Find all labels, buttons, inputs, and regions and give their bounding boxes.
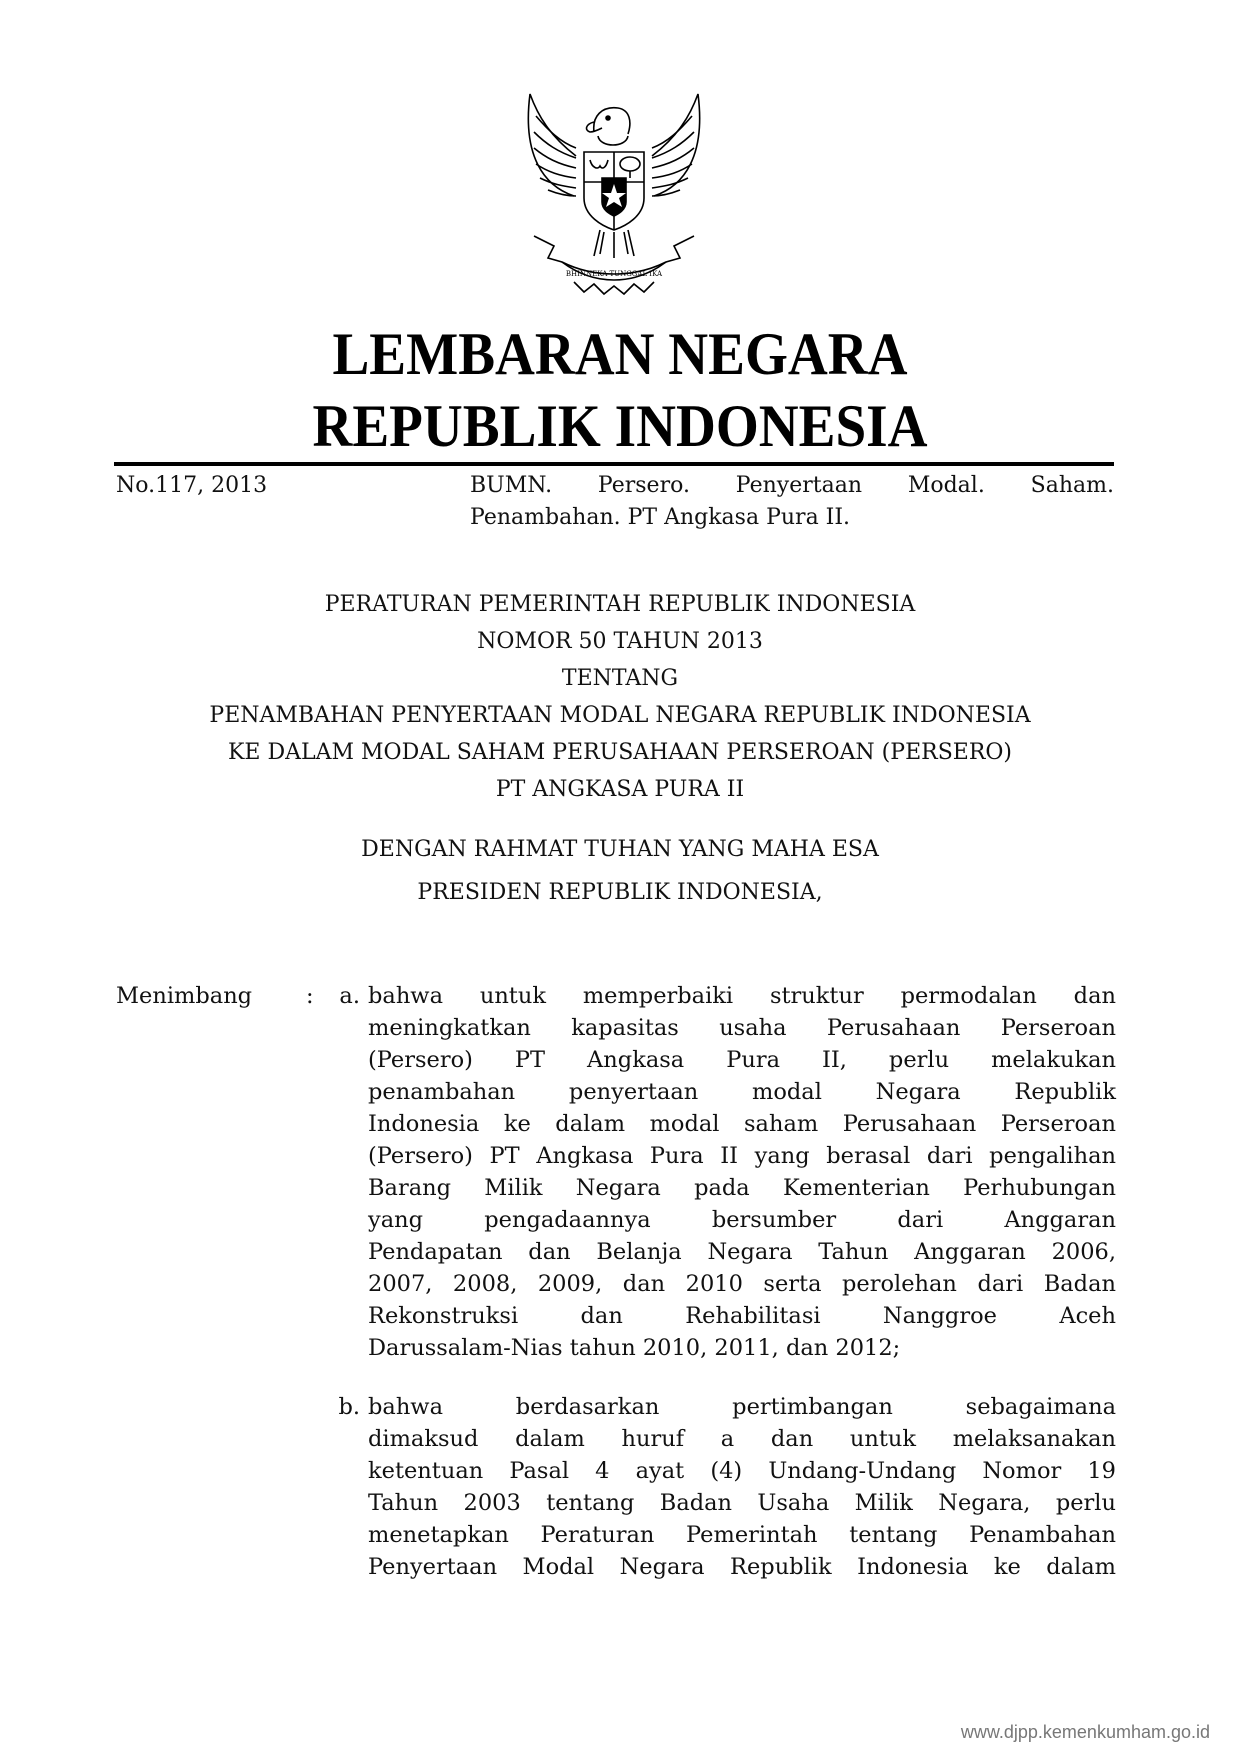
gazette-subject: [470, 470, 1114, 534]
text-line: (Persero) PT Angkasa Pura II, perlu melakukan: [368, 1047, 1116, 1073]
text-line: yang pengadaannya bersumber dari Anggaran: [368, 1207, 1116, 1233]
regulation-subject-line1: PENAMBAHAN PENYERTAAN MODAL NEGARA REPUBLIK INDONESIA: [209, 703, 1031, 728]
text-line: bahwa berdasarkan pertimbangan sebagaimana: [368, 1394, 1116, 1420]
text-line: bahwa untuk memperbaiki struktur permodalan dan: [368, 983, 1116, 1009]
text-line: ketentuan Pasal 4 ayat (4) Undang-Undang Nomor 19: [368, 1458, 1116, 1484]
item-text: [368, 980, 1116, 1364]
consideration-item-a: [116, 980, 1116, 1364]
masthead-title-line1: LEMBARAN NEGARA: [332, 321, 908, 387]
regulation-number: NOMOR 50 TAHUN 2013: [477, 629, 763, 654]
text-line: Penyertaan Modal Negara Republik Indonesia ke dalam: [368, 1554, 1116, 1580]
gazette-number: No.117, 2013: [116, 473, 268, 498]
text-line: (Persero) PT Angkasa Pura II yang berasal dari pengalihan: [368, 1143, 1116, 1169]
text-line: Barang Milik Negara pada Kementerian Perhubungan: [368, 1175, 1116, 1201]
text-line: menetapkan Peraturan Pemerintah tentang Penambahan: [368, 1522, 1116, 1548]
item-letter: b.: [338, 1394, 360, 1420]
item-text: [368, 1391, 1116, 1583]
opening-president: PRESIDEN REPUBLIK INDONESIA,: [417, 880, 823, 905]
text-line: penambahan penyertaan modal Negara Republik: [368, 1079, 1116, 1105]
gazette-subject-line1: BUMN. Persero. Penyertaan Modal. Saham.: [470, 473, 1114, 498]
text-line: dimaksud dalam huruf a dan untuk melaksanakan: [368, 1426, 1116, 1452]
emblem-motto: BHINNEKA TUNGGAL IKA: [565, 270, 663, 278]
text-line: Pendapatan dan Belanja Negara Tahun Anggaran 2006,: [368, 1239, 1116, 1265]
considerations-label: Menimbang: [116, 983, 253, 1009]
consideration-item-b: [116, 1391, 1116, 1583]
text-line: Rekonstruksi dan Rehabilitasi Nanggroe Aceh: [368, 1303, 1116, 1329]
masthead-divider: [114, 462, 1114, 466]
regulation-title-block: [100, 586, 1140, 808]
regulation-subject-line2: KE DALAM MODAL SAHAM PERUSAHAAN PERSEROAN (PERSERO): [227, 740, 1013, 765]
regulation-tentang: TENTANG: [561, 666, 679, 691]
text-line: Tahun 2003 tentang Badan Usaha Milik Negara, perlu: [368, 1490, 1116, 1516]
considerations-section: [116, 980, 1116, 1583]
regulation-subject-line3: PT ANGKASA PURA II: [495, 777, 745, 802]
regulation-type: PERATURAN PEMERINTAH REPUBLIK INDONESIA: [324, 592, 916, 617]
garuda-emblem-icon: [514, 86, 714, 298]
text-line: 2007, 2008, 2009, dan 2010 serta perolehan dari Badan: [368, 1271, 1116, 1297]
footer-website-url: www.djpp.kemenkumham.go.id: [960, 1722, 1210, 1742]
opening-invocation: DENGAN RAHMAT TUHAN YANG MAHA ESA: [361, 837, 879, 862]
text-line: meningkatkan kapasitas usaha Perusahaan Perseroan: [368, 1015, 1116, 1041]
item-letter: a.: [339, 983, 360, 1009]
considerations-colon: :: [306, 983, 314, 1009]
text-line: Darussalam-Nias tahun 2010, 2011, dan 2012;: [368, 1335, 901, 1361]
text-line: Indonesia ke dalam modal saham Perusahaan Perseroan: [368, 1111, 1116, 1137]
gazette-subject-line2: Penambahan. PT Angkasa Pura II.: [470, 505, 851, 530]
opening-block: [100, 828, 1140, 914]
masthead-title-line2: REPUBLIK INDONESIA: [312, 393, 928, 459]
